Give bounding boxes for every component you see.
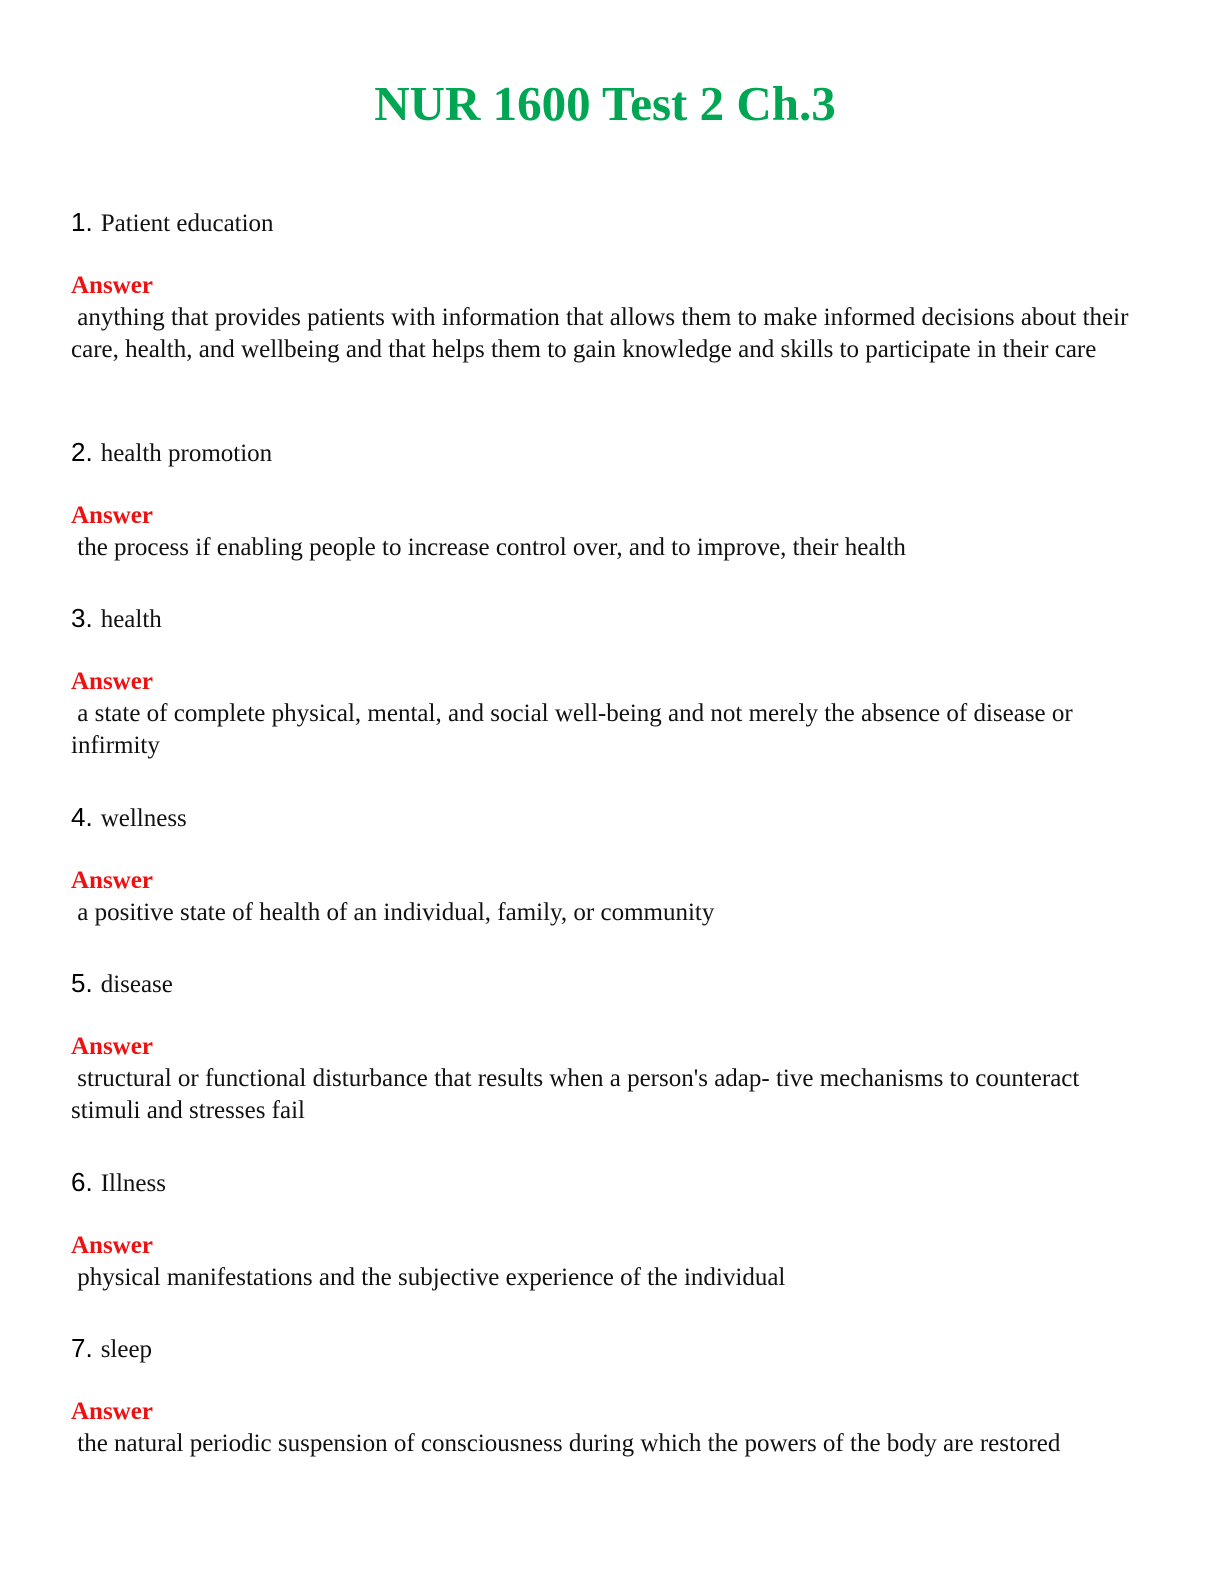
question-line	[71, 206, 1151, 238]
answer-label: Answer	[71, 1398, 153, 1425]
question-term: sleep	[100, 1336, 153, 1363]
question-line	[71, 1166, 1151, 1198]
question-number: 4.	[71, 802, 93, 832]
question-line	[71, 1332, 1151, 1364]
question-line	[71, 801, 1151, 833]
question-term: disease	[100, 971, 173, 998]
answer-label: Answer	[71, 1232, 153, 1259]
question-line	[71, 967, 1151, 999]
question-term: health	[100, 606, 162, 633]
answer-text: structural or functional disturbance that results when a person's adap- tive mechanisms to counteract stimuli and stresses fail	[71, 1065, 1086, 1124]
qa-item-1	[71, 206, 1151, 366]
answer-label: Answer	[71, 1033, 153, 1060]
qa-item-3	[71, 602, 1151, 762]
question-term: Patient education	[100, 210, 274, 237]
qa-item-2	[71, 436, 1151, 564]
answer-label: Answer	[71, 867, 153, 894]
answer-text: the process if enabling people to increase control over, and to improve, their health	[71, 534, 906, 561]
qa-item-5	[71, 967, 1151, 1127]
question-number: 3.	[71, 603, 93, 633]
question-number: 1.	[71, 207, 93, 237]
answer-text: a state of complete physical, mental, and social well-being and not merely the absence of disease or infirmity	[71, 700, 1079, 759]
question-term: Illness	[100, 1170, 166, 1197]
question-line	[71, 436, 1151, 468]
question-line	[71, 602, 1151, 634]
qa-item-6	[71, 1166, 1151, 1294]
answer-label: Answer	[71, 272, 153, 299]
question-number: 2.	[71, 437, 93, 467]
answer-text: a positive state of health of an individual, family, or community	[71, 899, 715, 926]
answer-text: anything that provides patients with information that allows them to make informed decisions about their care, health, and wellbeing and that helps them to gain knowledge and skills to participate in their care	[71, 304, 1135, 363]
answer-text: the natural periodic suspension of consciousness during which the powers of the body are restored	[71, 1430, 1061, 1457]
qa-item-4	[71, 801, 1151, 929]
answer-label: Answer	[71, 502, 153, 529]
qa-item-7	[71, 1332, 1151, 1460]
question-term: health promotion	[100, 440, 273, 467]
question-number: 7.	[71, 1333, 93, 1363]
question-number: 5.	[71, 968, 93, 998]
answer-label: Answer	[71, 668, 153, 695]
question-term: wellness	[100, 805, 187, 832]
document-title: NUR 1600 Test 2 Ch.3	[374, 76, 836, 131]
answer-text: physical manifestations and the subjective experience of the individual	[71, 1264, 786, 1291]
question-number: 6.	[71, 1167, 93, 1197]
